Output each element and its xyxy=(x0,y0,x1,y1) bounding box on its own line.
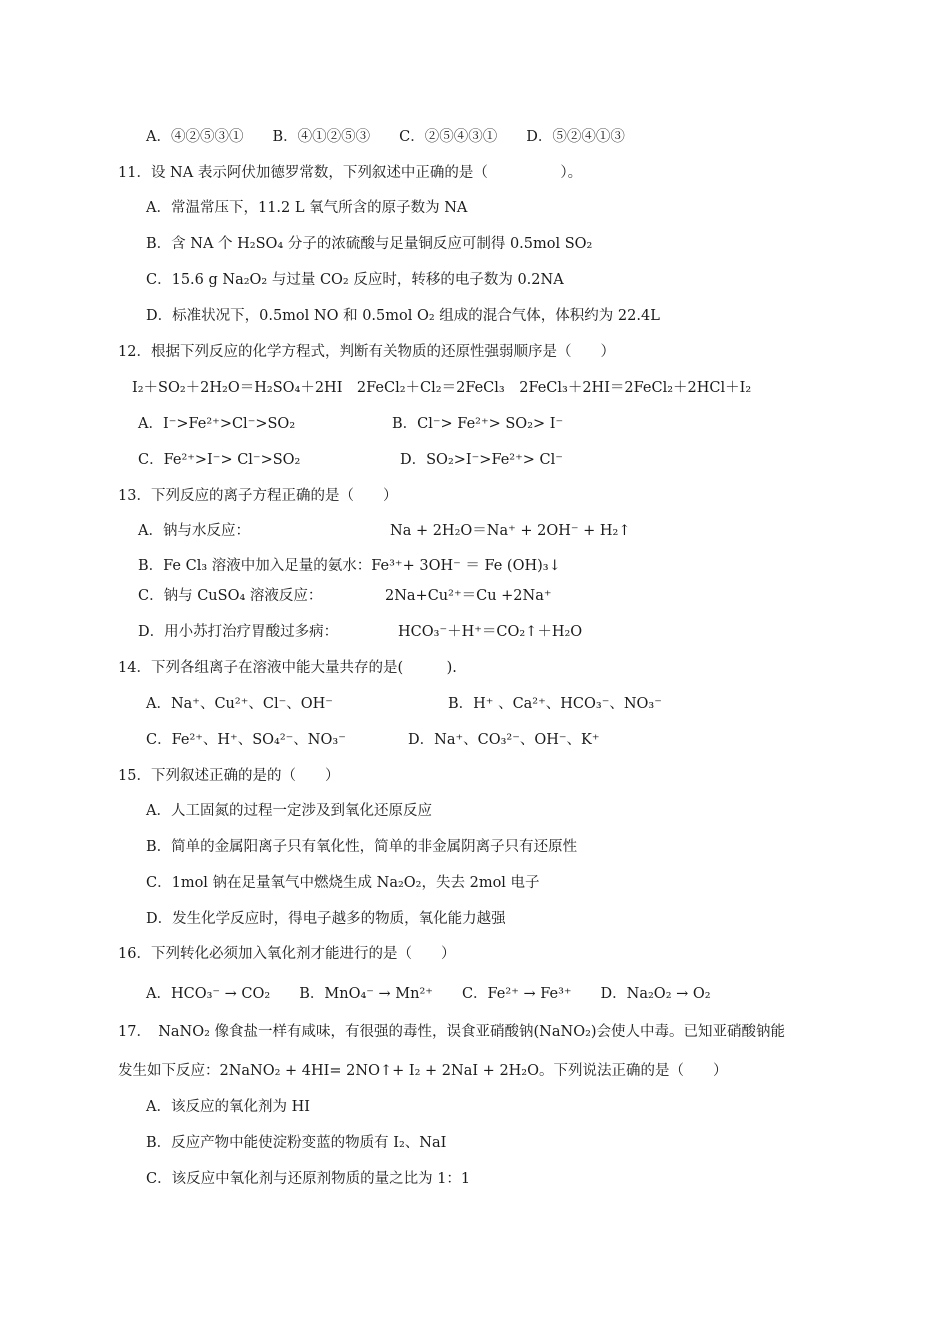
q17-option-b: B．反应产物中能使淀粉变蓝的物质有 I₂、NaI xyxy=(146,1135,447,1151)
q11-stem: 11．设 NA 表示阿伏加德罗常数，下列叙述中正确的是（ ）。 xyxy=(118,165,583,181)
q10-options: A．④②⑤③① B．④①②⑤③ C．②⑤④③① D．⑤②④①③ xyxy=(146,129,625,145)
q17-option-c: C．该反应中氧化剂与还原剂物质的量之比为 1：1 xyxy=(146,1171,471,1187)
q14-option-a: A．Na⁺、Cu²⁺、Cl⁻、OH⁻ xyxy=(146,696,333,712)
q12-option-d: D．SO₂>I⁻>Fe²⁺> Cl⁻ xyxy=(400,452,563,468)
q15-stem: 15．下列叙述正确的是的（ ） xyxy=(118,768,340,784)
q14-option-b: B．H⁺ 、Ca²⁺、HCO₃⁻、NO₃⁻ xyxy=(448,696,662,712)
q13-stem: 13．下列反应的离子方程正确的是（ ） xyxy=(118,488,398,504)
q11-option-a: A．常温常压下，11.2 L 氧气所含的原子数为 NA xyxy=(146,200,468,216)
q15-option-a: A．人工固氮的过程一定涉及到氧化还原反应 xyxy=(146,803,432,819)
q17-stem-line1: 17． NaNO₂ 像食盐一样有咸味，有很强的毒性，误食亚硝酸钠(NaNO₂)会使人中毒。已知亚硝酸钠能 xyxy=(118,1024,786,1040)
q12-stem: 12．根据下列反应的化学方程式，判断有关物质的还原性强弱顺序是（ ） xyxy=(118,344,615,360)
q13-option-c-equation: 2Na+Cu²⁺＝Cu +2Na⁺ xyxy=(385,588,552,604)
q13-option-d-label: D．用小苏打治疗胃酸过多病： xyxy=(138,624,339,640)
q12-equations: I₂＋SO₂＋2H₂O＝H₂SO₄＋2HI 2FeCl₂＋Cl₂＝2FeCl₃ 2FeCl₃＋2HI＝2FeCl₂＋2HCl＋I₂ xyxy=(132,380,752,396)
q11-option-b: B．含 NA 个 H₂SO₄ 分子的浓硫酸与足量铜反应可制得 0.5mol SO₂ xyxy=(146,236,593,252)
q15-option-b: B．简单的金属阳离子只有氧化性，简单的非金属阴离子只有还原性 xyxy=(146,839,578,855)
q13-option-a-equation: Na + 2H₂O＝Na⁺ + 2OH⁻ + H₂↑ xyxy=(390,523,631,539)
q12-option-a: A．I⁻>Fe²⁺>Cl⁻>SO₂ xyxy=(138,416,296,432)
q11-option-c: C．15.6 g Na₂O₂ 与过量 CO₂ 反应时，转移的电子数为 0.2NA xyxy=(146,272,564,288)
q13-option-c-label: C．钠与 CuSO₄ 溶液反应： xyxy=(138,588,323,604)
q13-option-a-label: A．钠与水反应： xyxy=(138,523,250,539)
q12-option-c: C．Fe²⁺>I⁻> Cl⁻>SO₂ xyxy=(138,452,301,468)
q13-option-b: B．Fe Cl₃ 溶液中加入足量的氨水：Fe³⁺+ 3OH⁻ ＝ Fe (OH)₃↓ xyxy=(138,558,561,574)
q15-option-c: C．1mol 钠在足量氧气中燃烧生成 Na₂O₂，失去 2mol 电子 xyxy=(146,875,540,891)
q16-stem: 16．下列转化必须加入氧化剂才能进行的是（ ） xyxy=(118,946,456,962)
q14-stem: 14．下列各组离子在溶液中能大量共存的是( ). xyxy=(118,660,457,676)
q16-options: A．HCO₃⁻ → CO₂ B．MnO₄⁻ → Mn²⁺ C．Fe²⁺ → Fe³⁺ D．Na₂O₂ → O₂ xyxy=(146,986,711,1002)
q12-option-b: B．Cl⁻> Fe²⁺> SO₂> I⁻ xyxy=(392,416,564,432)
q14-option-c: C．Fe²⁺、H⁺、SO₄²⁻、NO₃⁻ xyxy=(146,732,346,748)
q17-option-a: A．该反应的氧化剂为 HI xyxy=(146,1099,310,1115)
q15-option-d: D．发生化学反应时，得电子越多的物质，氧化能力越强 xyxy=(146,911,506,927)
q13-option-d-equation: HCO₃⁻＋H⁺＝CO₂↑＋H₂O xyxy=(398,624,583,640)
q17-stem-line2: 发生如下反应：2NaNO₂ + 4HI= 2NO↑+ I₂ + 2NaI + 2H₂O。下列说法正确的是（ ） xyxy=(118,1063,728,1079)
q11-option-d: D．标准状况下，0.5mol NO 和 0.5mol O₂ 组成的混合气体，体积约为 22.4L xyxy=(146,308,660,324)
q14-option-d: D．Na⁺、CO₃²⁻、OH⁻、K⁺ xyxy=(408,732,600,748)
